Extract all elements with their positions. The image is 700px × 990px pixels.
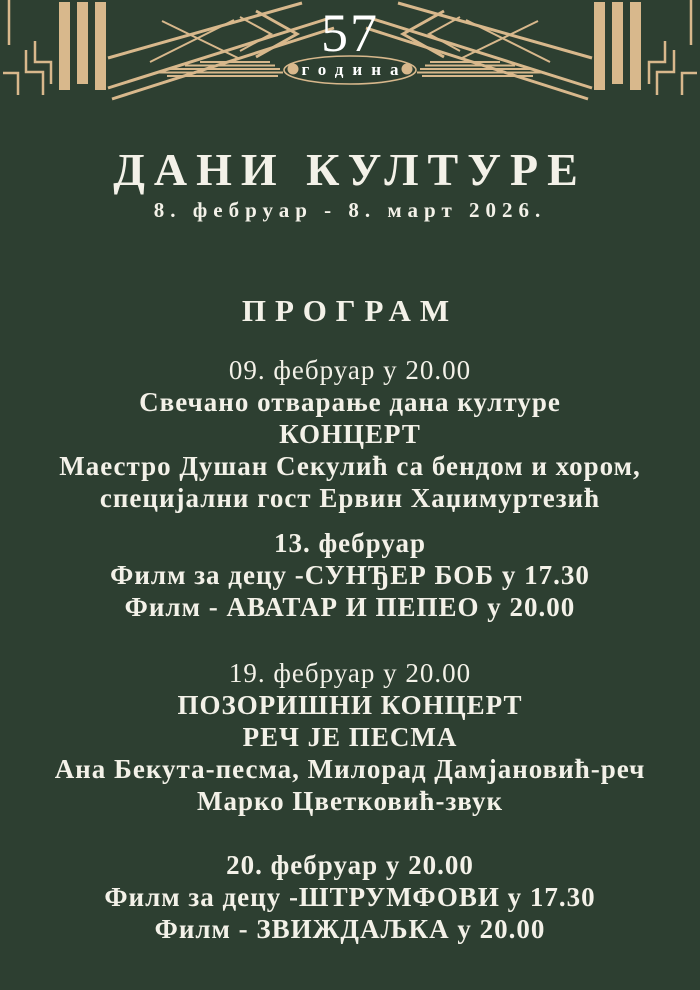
program-line: 20. фебруар у 20.00 (226, 849, 474, 880)
date-range: 8. фебруар - 8. март 2026. (153, 198, 547, 222)
program-line: Филм - АВАТАР И ПЕПЕО у 20.00 (124, 591, 576, 622)
event-block (0, 527, 700, 623)
program-line: КОНЦЕРТ (279, 418, 421, 449)
header-decoration (0, 0, 700, 112)
event-block (0, 354, 700, 514)
program-line: Марко Цветковић-звук (196, 785, 504, 816)
program-line: Маестро Душан Секулић са бендом и хором, (59, 450, 641, 481)
program-line: Филм за децу -СУНЂЕР БОБ у 17.30 (110, 559, 590, 590)
program-line: специјални гост Ервин Хаџимуртезић (99, 482, 601, 513)
program-line: ПОЗОРИШНИ КОНЦЕРТ (177, 689, 523, 720)
anniversary-number: 57 (321, 3, 379, 63)
anniversary-label: година (301, 60, 408, 79)
poster-title: ДАНИ КУЛТУРЕ (113, 144, 587, 195)
event-block (0, 657, 700, 817)
event-block (0, 849, 700, 945)
program-list (0, 354, 700, 945)
program-line: 13. фебруар (274, 527, 426, 558)
program-line: 19. фебруар у 20.00 (228, 657, 472, 688)
program-heading: ПРОГРАМ (241, 293, 459, 328)
program-line: Филм за децу -ШТРУМФОВИ у 17.30 (104, 881, 596, 912)
program-line: Свечано отварање дана културе (139, 386, 561, 417)
program-line: РЕЧ ЈЕ ПЕСМА (242, 721, 458, 752)
program-line: Ана Бекута-песма, Милорад Дамјановић-реч (54, 753, 646, 784)
program-line: Филм - ЗВИЖДАЉКА у 20.00 (154, 913, 546, 944)
program-line: 09. фебруар у 20.00 (228, 354, 472, 385)
